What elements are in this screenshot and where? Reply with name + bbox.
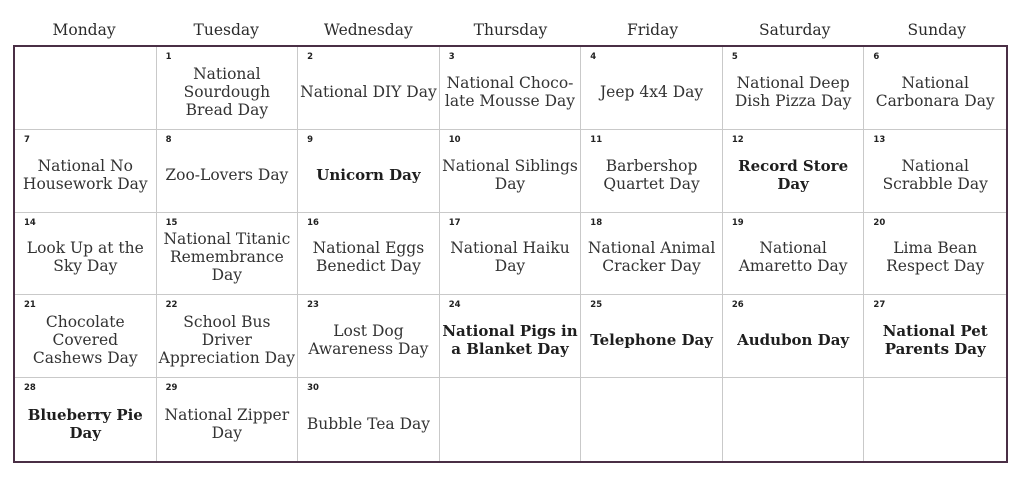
day-event-label: National Sourdough Bread Day bbox=[183, 64, 271, 119]
day-number: 6 bbox=[873, 52, 880, 62]
day-event-label: National Carbonara Day bbox=[875, 73, 995, 110]
day-event-label: National Haiku Day bbox=[450, 239, 570, 276]
calendar-day-cell bbox=[864, 213, 1006, 296]
day-number: 5 bbox=[731, 52, 738, 62]
day-event-label: Barbershop Quartet Day bbox=[603, 156, 700, 193]
day-number: 1 bbox=[165, 52, 172, 62]
day-event-label: Look Up at the Sky Day bbox=[26, 239, 144, 276]
weekday-header bbox=[13, 18, 1008, 42]
day-number: 4 bbox=[590, 52, 597, 62]
calendar-day-cell bbox=[15, 295, 157, 378]
calendar-day-cell bbox=[298, 378, 440, 461]
day-number: 3 bbox=[448, 52, 455, 62]
calendar-day-cell bbox=[723, 47, 865, 130]
day-event-label: National Titanic Remembrance Day bbox=[163, 230, 291, 285]
calendar-day-cell bbox=[581, 130, 723, 213]
calendar-day-cell bbox=[15, 213, 157, 296]
calendar-day-cell bbox=[581, 295, 723, 378]
day-event-label: School Bus Driver Appreciation Day bbox=[158, 313, 296, 368]
day-event-label: Blueberry Pie Day bbox=[27, 405, 143, 442]
weekday-label: Tuesday bbox=[193, 21, 259, 39]
day-number: 15 bbox=[165, 217, 178, 228]
day-number: 23 bbox=[307, 300, 319, 311]
calendar-day-cell bbox=[723, 295, 865, 378]
weekday-label: Monday bbox=[52, 21, 116, 39]
weekday-label: Thursday bbox=[473, 21, 548, 39]
day-number: 20 bbox=[873, 217, 886, 228]
day-number: 24 bbox=[448, 300, 461, 311]
calendar-day-cell bbox=[440, 295, 582, 378]
calendar-day-cell bbox=[440, 378, 582, 461]
calendar-day-cell bbox=[298, 130, 440, 213]
calendar-day-cell bbox=[157, 295, 299, 378]
calendar-day-cell bbox=[157, 378, 299, 461]
day-number: 19 bbox=[731, 217, 744, 228]
day-number: 10 bbox=[448, 134, 461, 145]
day-number: 11 bbox=[590, 134, 603, 145]
day-number: 2 bbox=[307, 52, 314, 62]
calendar-day-cell bbox=[864, 295, 1006, 378]
weekday-label: Sunday bbox=[907, 21, 967, 39]
day-number: 7 bbox=[24, 134, 30, 145]
day-event-label: National Zipper Day bbox=[164, 405, 290, 442]
calendar-day-cell bbox=[581, 378, 723, 461]
day-number: 14 bbox=[24, 217, 36, 228]
calendar-day-cell bbox=[864, 47, 1006, 130]
day-event-label: Chocolate Covered Cashews Day bbox=[32, 313, 138, 368]
calendar-day-cell bbox=[864, 378, 1006, 461]
calendar-day-cell bbox=[15, 378, 157, 461]
day-event-label: Lost Dog Awareness Day bbox=[308, 322, 429, 359]
weekday-label: Wednesday bbox=[323, 21, 413, 39]
calendar-day-cell bbox=[864, 130, 1006, 213]
day-event-label: Jeep 4x4 Day bbox=[599, 82, 704, 101]
day-number: 30 bbox=[307, 383, 319, 394]
day-event-label: National Deep Dish Pizza Day bbox=[734, 73, 852, 110]
day-number: 29 bbox=[165, 383, 178, 394]
day-event-label: National Siblings Day bbox=[442, 156, 578, 193]
calendar-day-cell bbox=[440, 130, 582, 213]
calendar-day-cell bbox=[723, 213, 865, 296]
calendar-day-cell bbox=[157, 47, 299, 130]
calendar-day-cell bbox=[15, 130, 157, 213]
day-event-label: Telephone Day bbox=[590, 331, 713, 350]
calendar-day-cell bbox=[157, 213, 299, 296]
day-number: 21 bbox=[24, 300, 36, 311]
calendar-day-cell bbox=[298, 47, 440, 130]
calendar-day-cell bbox=[440, 213, 582, 296]
day-event-label: National Choco-late Mousse Day bbox=[444, 73, 576, 110]
day-event-label: National Scrabble Day bbox=[882, 156, 988, 193]
calendar-day-cell bbox=[723, 378, 865, 461]
day-event-label: National Animal Cracker Day bbox=[587, 239, 716, 276]
day-number: 9 bbox=[307, 134, 314, 145]
calendar-day-cell bbox=[298, 295, 440, 378]
calendar-day-cell bbox=[298, 213, 440, 296]
day-event-label: Record Store Day bbox=[738, 156, 849, 193]
calendar-day-cell bbox=[581, 213, 723, 296]
day-number: 27 bbox=[873, 300, 886, 311]
day-number: 16 bbox=[307, 217, 319, 228]
day-event-label: National DIY Day bbox=[300, 82, 437, 101]
weekday-label: Friday bbox=[627, 21, 679, 39]
day-event-label: Zoo-Lovers Day bbox=[165, 165, 289, 184]
day-event-label: National No Housework Day bbox=[22, 156, 148, 193]
day-number: 22 bbox=[165, 300, 178, 311]
day-event-label: National Eggs Benedict Day bbox=[312, 239, 425, 276]
day-number: 28 bbox=[24, 383, 36, 394]
calendar-day-cell bbox=[15, 47, 157, 130]
day-number: 13 bbox=[873, 134, 886, 145]
calendar-day-cell bbox=[581, 47, 723, 130]
day-number: 17 bbox=[448, 217, 461, 228]
day-event-label: Bubble Tea Day bbox=[306, 414, 431, 433]
calendar-day-cell bbox=[723, 130, 865, 213]
day-event-label: National Amaretto Day bbox=[738, 239, 848, 276]
calendar-grid bbox=[13, 45, 1008, 463]
day-number: 25 bbox=[590, 300, 603, 311]
day-event-label: Lima Bean Respect Day bbox=[886, 239, 985, 276]
day-event-label: National Pet Parents Day bbox=[882, 322, 988, 359]
day-number: 26 bbox=[731, 300, 744, 311]
day-event-label: National Pigs in a Blanket Day bbox=[442, 322, 578, 359]
day-number: 12 bbox=[731, 134, 744, 145]
day-event-label: Unicorn Day bbox=[316, 165, 421, 184]
day-number: 18 bbox=[590, 217, 603, 228]
day-event-label: Audubon Day bbox=[737, 331, 850, 350]
calendar-day-cell bbox=[157, 130, 299, 213]
day-number: 8 bbox=[165, 134, 172, 145]
weekday-label: Saturday bbox=[758, 21, 831, 39]
calendar-day-cell bbox=[440, 47, 582, 130]
